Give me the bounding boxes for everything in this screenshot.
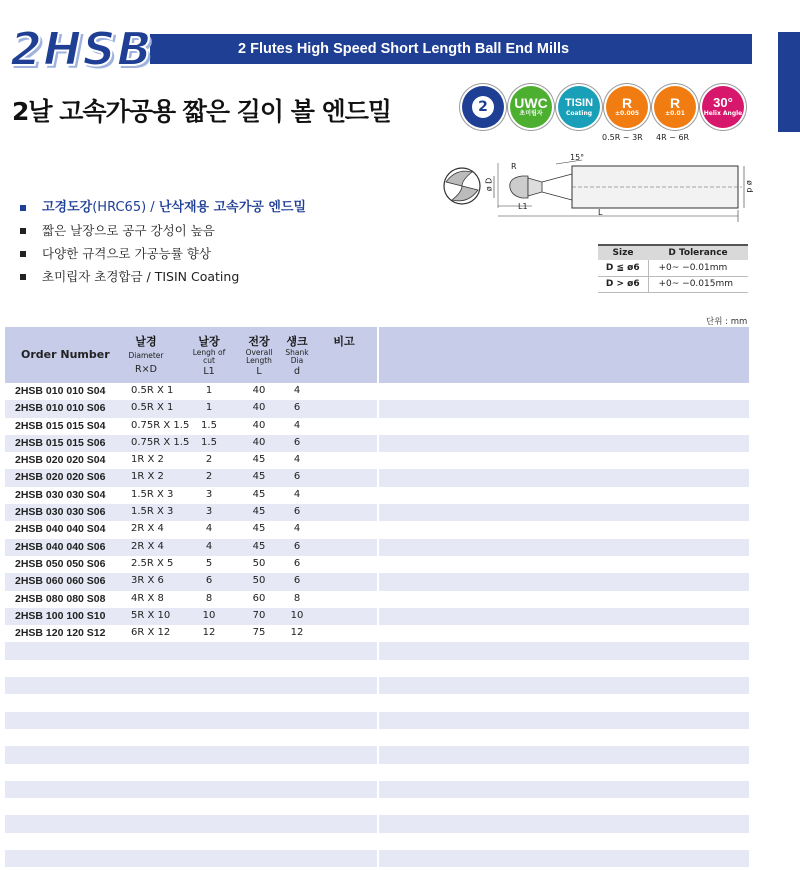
feature-item	[20, 196, 306, 219]
blank-table-row	[5, 677, 749, 694]
order-number-cell: 2HSB 080 080 S08	[15, 592, 106, 605]
shank-dia-cell: 6	[293, 402, 301, 414]
row-blank-area	[377, 815, 749, 832]
header	[0, 22, 752, 76]
feature-text: 짧은 날장으로 공구 강성이 높음	[42, 223, 215, 238]
header-english: Diameter	[128, 351, 164, 360]
radius-badge-sub: ±0.01	[665, 110, 685, 117]
diagram-angle-label: 15°	[570, 153, 585, 162]
table-row	[5, 418, 749, 435]
order-number-cell: 2HSB 020 020 S06	[15, 471, 106, 484]
table-row	[5, 504, 749, 521]
shank-dia-cell: 10	[290, 609, 304, 621]
radius-tolerance-badge-small	[606, 86, 648, 128]
length-of-cut-cell: 12	[202, 627, 216, 639]
shank-dia-cell: 4	[293, 385, 301, 396]
order-number-header: Order Number	[21, 348, 110, 361]
row-blank-area	[377, 712, 749, 729]
header-korean: 섕크	[286, 335, 308, 348]
tolerance-row	[598, 276, 748, 292]
diameter-cell: 2.5R X 5	[131, 557, 174, 569]
header-symbol: d	[293, 366, 301, 377]
overall-length-cell: 45	[252, 540, 266, 552]
header-english: Shank Dia	[285, 348, 309, 365]
radius-badge-caption: 4R ~ 6R	[656, 133, 690, 142]
tolerance-row	[598, 260, 748, 276]
order-number-cell: 2HSB 010 010 S06	[15, 402, 106, 415]
shank-dia-cell: 8	[293, 592, 301, 604]
uwc-badge-sub: 초미립자	[519, 110, 543, 117]
table-row	[5, 539, 749, 556]
table-row	[5, 452, 749, 469]
table-row	[5, 573, 749, 590]
diameter-cell: 1.5R X 3	[131, 488, 174, 500]
diagram-l-label: L	[598, 208, 603, 217]
row-blank-area	[377, 383, 749, 400]
length-of-cut-cell: 4	[205, 540, 213, 552]
tisin-badge	[558, 86, 600, 128]
length-of-cut-cell: 3	[205, 488, 213, 500]
blank-table-row	[5, 746, 749, 763]
feature-text: 초미립자 초경합금 / TISIN Coating	[42, 269, 240, 284]
diameter-cell: 5R X 10	[131, 609, 171, 621]
overall-length-cell: 40	[252, 436, 266, 448]
length-of-cut-header	[191, 333, 227, 377]
feature-item	[20, 242, 306, 265]
shank-dia-cell: 6	[293, 557, 301, 569]
diagram-diameter-label: ø D	[484, 177, 494, 192]
row-blank-area	[377, 694, 749, 711]
row-blank-area	[377, 469, 749, 486]
row-blank-area	[377, 677, 749, 694]
tolerance-value: +0~ −0.015mm	[648, 276, 748, 292]
row-blank-area	[377, 556, 749, 573]
order-number-cell: 2HSB 015 015 S04	[15, 419, 106, 432]
radius-badge-sub: ±0.005	[614, 110, 639, 117]
order-number-cell: 2HSB 010 010 S04	[15, 385, 106, 397]
tisin-badge-sub: Coating	[565, 110, 593, 117]
table-row	[5, 435, 749, 452]
tolerance-header-tol: D Tolerance	[648, 245, 748, 260]
side-tab	[778, 32, 800, 132]
row-blank-area	[377, 833, 749, 850]
shank-dia-cell: 6	[293, 436, 301, 448]
order-number-cell: 2HSB 020 020 S04	[15, 454, 106, 467]
blank-table-row	[5, 712, 749, 729]
length-of-cut-cell: 3	[205, 506, 213, 518]
row-blank-area	[377, 487, 749, 504]
length-of-cut-cell: 10	[202, 609, 216, 621]
length-of-cut-cell: 6	[205, 575, 213, 587]
feature-text: (HRC65)	[92, 200, 147, 215]
flutes-badge-label: 2	[472, 96, 494, 118]
diameter-cell: 1R X 2	[131, 454, 164, 466]
header-blank-area	[377, 327, 749, 383]
shank-dia-cell: 6	[293, 540, 301, 552]
tolerance-size: D > ø6	[598, 276, 648, 292]
shank-dia-cell: 4	[293, 523, 301, 535]
row-blank-area	[377, 573, 749, 590]
length-of-cut-cell: 8	[205, 592, 213, 604]
overall-length-cell: 40	[252, 419, 266, 431]
length-of-cut-cell: 1.5	[201, 419, 217, 431]
feature-badges	[462, 86, 762, 146]
length-of-cut-cell: 2	[205, 471, 213, 483]
spec-table-header	[5, 327, 749, 383]
blank-table-row	[5, 729, 749, 746]
row-blank-area	[377, 400, 749, 417]
overall-length-cell: 45	[252, 454, 266, 466]
helix-angle-badge	[702, 86, 744, 128]
overall-length-cell: 45	[252, 523, 266, 535]
header-title: 2 Flutes High Speed Short Length Ball End Mills	[238, 41, 570, 57]
feature-text: 고경도강	[42, 200, 93, 215]
length-of-cut-cell: 1	[205, 402, 213, 414]
length-of-cut-cell: 5	[205, 557, 213, 569]
row-blank-area	[377, 504, 749, 521]
row-blank-area	[377, 452, 749, 469]
table-row	[5, 608, 749, 625]
length-of-cut-cell: 2	[205, 454, 213, 466]
feature-item	[20, 265, 306, 288]
overall-length-cell: 75	[252, 627, 266, 639]
blank-table-row	[5, 798, 749, 815]
blank-table-row	[5, 660, 749, 677]
header-english: Overall Length	[245, 348, 273, 365]
table-row	[5, 521, 749, 538]
diameter-cell: 6R X 12	[131, 627, 171, 639]
diameter-cell: 0.5R X 1	[131, 385, 174, 396]
uwc-badge-label: UWC	[514, 95, 548, 111]
product-logo: 2HSB	[10, 22, 153, 76]
bullet-icon	[20, 228, 26, 234]
table-row	[5, 591, 749, 608]
diagram-shank-label: ø d	[744, 180, 754, 193]
overall-length-cell: 45	[252, 471, 266, 483]
flutes-badge	[462, 86, 504, 128]
row-blank-area	[377, 625, 749, 642]
tolerance-table	[598, 244, 748, 293]
table-row	[5, 383, 749, 400]
blank-table-row	[5, 833, 749, 850]
bullet-icon	[20, 251, 26, 257]
blank-table-row	[5, 850, 749, 867]
diameter-cell: 2R X 4	[131, 540, 164, 552]
uwc-badge	[510, 86, 552, 128]
blank-table-row	[5, 764, 749, 781]
row-blank-area	[377, 798, 749, 815]
shank-dia-cell: 4	[293, 488, 301, 500]
order-number-cell: 2HSB 015 015 S06	[15, 436, 106, 449]
overall-length-cell: 40	[252, 402, 266, 414]
overall-length-cell: 50	[252, 575, 266, 587]
diameter-cell: 0.75R X 1.5	[131, 436, 190, 448]
row-blank-area	[377, 591, 749, 608]
row-blank-area	[377, 642, 749, 659]
header-symbol: R×D	[135, 364, 157, 375]
row-blank-area	[377, 608, 749, 625]
overall-length-cell: 50	[252, 557, 266, 569]
bullet-icon	[20, 205, 26, 211]
row-blank-area	[377, 781, 749, 798]
tolerance-header-row	[598, 245, 748, 260]
korean-title: 2날 고속가공용 짧은 길이 볼 엔드밀	[12, 97, 392, 126]
spec-table-body	[5, 383, 749, 867]
table-row	[5, 556, 749, 573]
helix-badge-sub: Helix Angle	[703, 110, 743, 117]
length-of-cut-cell: 4	[205, 523, 213, 535]
shank-dia-cell: 12	[290, 627, 304, 639]
header-korean: 전장	[248, 335, 270, 348]
row-blank-area	[377, 764, 749, 781]
end-view-icon	[444, 168, 480, 204]
shank-dia-cell: 4	[293, 454, 301, 466]
diameter-cell: 1R X 2	[131, 471, 164, 483]
table-row	[5, 625, 749, 642]
diameter-cell: 3R X 6	[131, 575, 164, 587]
order-number-cell: 2HSB 040 040 S06	[15, 540, 106, 553]
header-english: Lengh of cut	[192, 348, 226, 365]
tolerance-header-size: Size	[598, 245, 648, 260]
shank-dia-cell: 6	[293, 471, 301, 483]
length-of-cut-cell: 1	[205, 385, 213, 396]
spec-table	[5, 327, 749, 867]
overall-length-cell: 45	[252, 488, 266, 500]
side-view-icon	[494, 160, 744, 222]
row-blank-area	[377, 521, 749, 538]
diagram-radius-label: R	[511, 162, 517, 171]
diameter-cell: 0.5R X 1	[131, 402, 174, 414]
helix-badge-label: 30°	[713, 95, 733, 110]
feature-item	[20, 219, 306, 242]
unit-label: 단위 : mm	[706, 317, 748, 327]
shank-dia-cell: 4	[293, 419, 301, 431]
header-symbol: L1	[203, 366, 215, 377]
row-blank-area	[377, 539, 749, 556]
blank-table-row	[5, 815, 749, 832]
feature-text: /	[146, 200, 159, 215]
overall-length-cell: 45	[252, 506, 266, 518]
order-number-cell: 2HSB 040 040 S04	[15, 523, 106, 536]
diameter-header	[115, 333, 177, 375]
order-number-cell: 2HSB 030 030 S04	[15, 488, 106, 501]
diagram-l1-label: L1	[518, 202, 528, 211]
table-row	[5, 400, 749, 417]
overall-length-cell: 60	[252, 592, 266, 604]
length-of-cut-cell: 1.5	[201, 436, 217, 448]
diameter-cell: 0.75R X 1.5	[131, 419, 190, 431]
diameter-cell: 1.5R X 3	[131, 506, 174, 518]
tisin-badge-label: TISIN	[564, 97, 594, 109]
shank-dia-cell: 6	[293, 575, 301, 587]
end-mill-diagram	[432, 158, 752, 230]
blank-table-row	[5, 781, 749, 798]
header-symbol: L	[256, 366, 262, 377]
bullet-icon	[20, 274, 26, 280]
overall-length-header	[239, 333, 279, 377]
diameter-cell: 4R X 8	[131, 592, 164, 604]
blank-table-row	[5, 694, 749, 711]
diameter-cell: 2R X 4	[131, 523, 164, 535]
header-korean: 날경	[135, 335, 157, 348]
radius-badge-label: R	[621, 95, 633, 111]
row-blank-area	[377, 418, 749, 435]
header-korean: 비고	[333, 335, 355, 348]
shank-dia-cell: 6	[293, 506, 301, 518]
blank-table-row	[5, 642, 749, 659]
order-number-cell: 2HSB 050 050 S06	[15, 557, 106, 570]
remarks-header	[327, 333, 361, 349]
shank-dia-header	[281, 333, 313, 377]
overall-length-cell: 70	[252, 609, 266, 621]
row-blank-area	[377, 660, 749, 677]
header-korean: 날장	[198, 335, 220, 348]
table-row	[5, 469, 749, 486]
order-number-cell: 2HSB 030 030 S06	[15, 506, 106, 519]
row-blank-area	[377, 850, 749, 867]
overall-length-cell: 40	[252, 385, 266, 396]
row-blank-area	[377, 746, 749, 763]
radius-badge-label: R	[669, 95, 681, 111]
row-blank-area	[377, 729, 749, 746]
order-number-cell: 2HSB 100 100 S10	[15, 609, 106, 622]
feature-list	[20, 196, 306, 288]
order-number-cell: 2HSB 120 120 S12	[15, 627, 106, 640]
tolerance-value: +0~ −0.01mm	[648, 260, 748, 276]
radius-badge-caption: 0.5R ~ 3R	[602, 133, 643, 142]
row-blank-area	[377, 435, 749, 452]
feature-text: 다양한 규격으로 가공능률 향상	[42, 246, 211, 261]
order-number-cell: 2HSB 060 060 S06	[15, 575, 106, 588]
feature-text: 난삭재용 고속가공 엔드밀	[158, 200, 307, 215]
table-row	[5, 487, 749, 504]
radius-tolerance-badge-large	[654, 86, 696, 128]
tolerance-size: D ≦ ø6	[598, 260, 648, 276]
